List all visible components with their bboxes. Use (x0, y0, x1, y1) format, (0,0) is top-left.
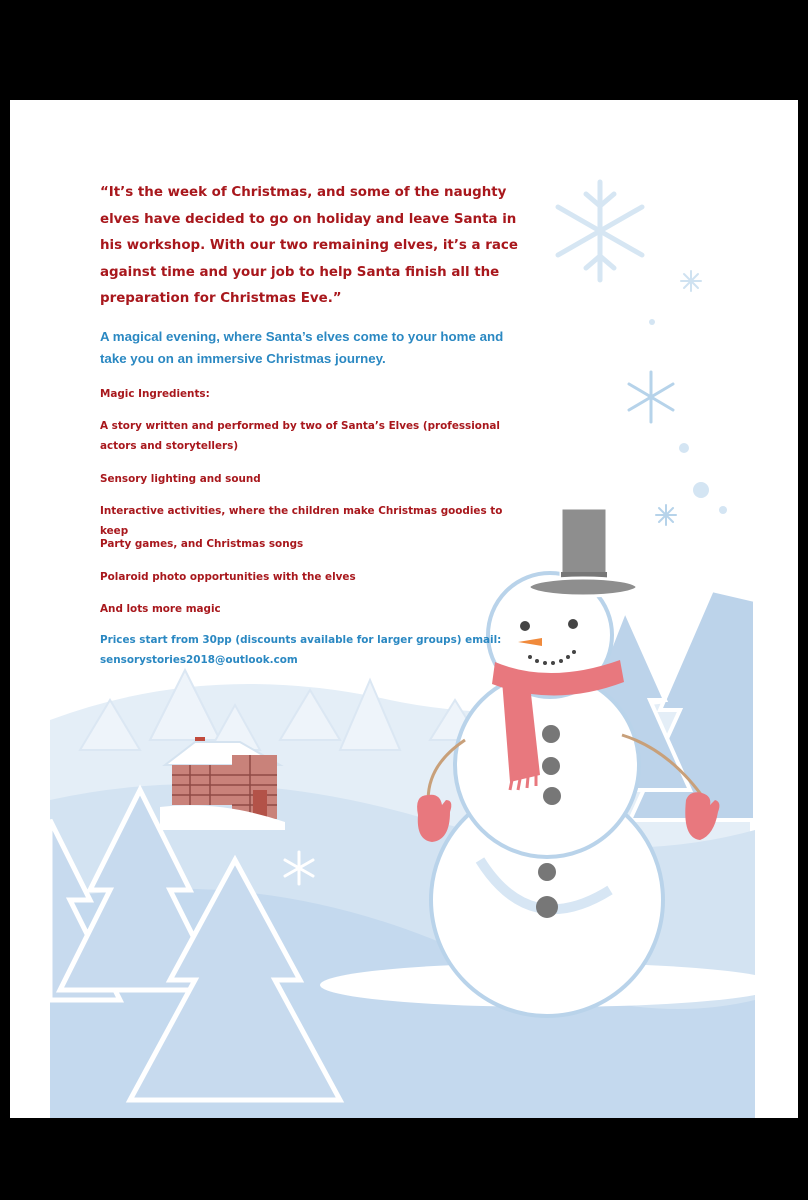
price-and-contact: Prices start from 30pp (discounts available for larger groups) email: sensorystories2018@outlook.com (100, 634, 502, 666)
ingredients-heading: Magic Ingredients: (100, 388, 210, 400)
ingredient-item: Interactive activities, where the children make Christmas goodies to keep (100, 505, 503, 537)
snowflake-icon (629, 372, 673, 422)
ingredient-item: Sensory lighting and sound (100, 473, 261, 485)
snowflake-icon (558, 182, 642, 280)
story-quote: “It’s the week of Christmas, and some of the naughty elves have decided to go on holiday and leave Santa in his workshop. With our two remaining elves, it’s a race against time and your job to help Santa finish all the preparation for Christmas Eve.” (100, 185, 518, 306)
ingredient-item: A story written and performed by two of Santa’s Elves (professional actors and storytellers) (100, 420, 500, 452)
ingredient-item: And lots more magic (100, 603, 221, 615)
ingredient-item: Party games, and Christmas songs (100, 538, 304, 550)
event-intro: A magical evening, where Santa’s elves come to your home and take you on an immersive Christmas journey. (100, 329, 504, 366)
snowflake-icon (656, 505, 676, 525)
ingredient-item: Polaroid photo opportunities with the elves (100, 571, 356, 583)
document-page (10, 100, 798, 1118)
snowflake-icon (681, 271, 701, 291)
